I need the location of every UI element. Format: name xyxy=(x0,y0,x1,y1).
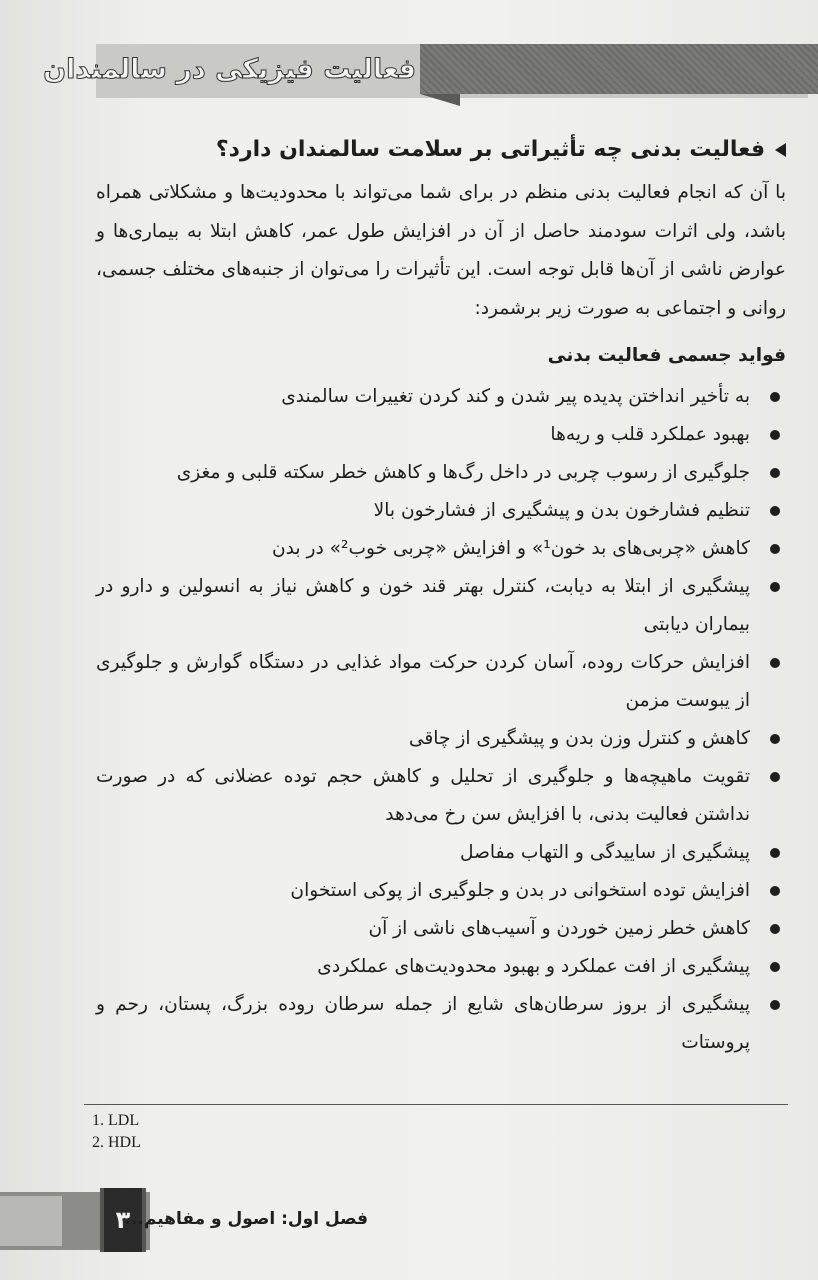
list-item: افزایش توده استخوانی در بدن و جلوگیری از پوکی استخوان xyxy=(96,872,786,910)
bullet-icon xyxy=(770,468,780,478)
intro-paragraph: با آن که انجام فعالیت بدنی منظم در برای شما می‌تواند با محدودیت‌ها و مشکلاتی همراه باشد، ولی اثرات سودمند حاصل از آن در افزایش طول عمر، کاهش ابتلا به بیماری‌ها و عوارض ناشی از آن‌ها قابل توجه است. این تأثیرات را می‌توان از جنبه‌های مختلف جسمی، روانی و اجتماعی به صورت زیر برشمرد: xyxy=(96,182,786,319)
list-item: پیشگیری از ساییدگی و التهاب مفاصل xyxy=(96,834,786,872)
bullet-icon xyxy=(770,392,780,402)
list-item: کاهش خطر زمین خوردن و آسیب‌های ناشی از آن xyxy=(96,910,786,948)
footnotes xyxy=(92,1110,392,1154)
header-pattern xyxy=(420,44,818,94)
list-item: به تأخیر انداختن پدیده پیر شدن و کند کردن تغییرات سالمندی xyxy=(96,378,786,416)
footnote-1: 1. LDL xyxy=(92,1112,140,1129)
list-item: افزایش حرکات روده، آسان کردن حرکت مواد غذایی در دستگاه گوارش و جلوگیری از یبوست مزمن xyxy=(96,644,786,720)
bullet-icon xyxy=(770,430,780,440)
list-item: کاهش «چربی‌های بد خون¹» و افزایش «چربی خوب²» در بدن xyxy=(96,530,786,568)
bullet-icon xyxy=(770,734,780,744)
subheading: فواید جسمی فعالیت بدنی xyxy=(547,345,786,366)
bullet-icon xyxy=(770,848,780,858)
list-item: جلوگیری از رسوب چربی در داخل رگ‌ها و کاهش خطر سکته قلبی و مغزی xyxy=(96,454,786,492)
benefits-list xyxy=(96,378,786,1062)
list-item: کاهش و کنترل وزن بدن و پیشگیری از چاقی xyxy=(96,720,786,758)
bullet-icon xyxy=(770,658,780,668)
chapter-label: فصل اول: اصول و مفاهیم... xyxy=(124,1209,368,1229)
list-item: بهبود عملکرد قلب و ریه‌ها xyxy=(96,416,786,454)
bullet-icon xyxy=(770,962,780,972)
footer-band-light xyxy=(0,1196,62,1246)
section-heading-text: فعالیت بدنی چه تأثیراتی بر سلامت سالمندان دارد؟ xyxy=(215,137,765,162)
header-fold-decoration xyxy=(420,94,460,106)
bullet-icon xyxy=(770,582,780,592)
bullet-icon xyxy=(770,924,780,934)
footnote-2: 2. HDL xyxy=(92,1134,141,1151)
bullet-icon xyxy=(770,1000,780,1010)
running-title: فعالیت فیزیکی در سالمندان xyxy=(43,54,416,85)
bullet-icon xyxy=(770,544,780,554)
list-item: پیشگیری از بروز سرطان‌های شایع از جمله سرطان روده بزرگ، پستان، رحم و پروستات xyxy=(96,986,786,1062)
triangle-marker-icon xyxy=(775,143,786,157)
list-item: پیشگیری از افت عملکرد و بهبود محدودیت‌های عملکردی xyxy=(96,948,786,986)
bullet-icon xyxy=(770,772,780,782)
list-item: پیشگیری از ابتلا به دیابت، کنترل بهتر قند خون و کاهش نیاز به انسولین و دارو در بیماران دیابتی xyxy=(96,568,786,644)
footnote-divider xyxy=(84,1104,788,1105)
list-item: تنظیم فشارخون بدن و پیشگیری از فشارخون بالا xyxy=(96,492,786,530)
section-heading xyxy=(215,130,786,170)
bullet-icon xyxy=(770,506,780,516)
page-number: ۳ xyxy=(100,1188,146,1252)
list-item: تقویت ماهیچه‌ها و جلوگیری از تحلیل و کاهش حجم توده عضلانی که در صورت نداشتن فعالیت بدنی، با افزایش سن رخ می‌دهد xyxy=(96,758,786,834)
bullet-icon xyxy=(770,886,780,896)
